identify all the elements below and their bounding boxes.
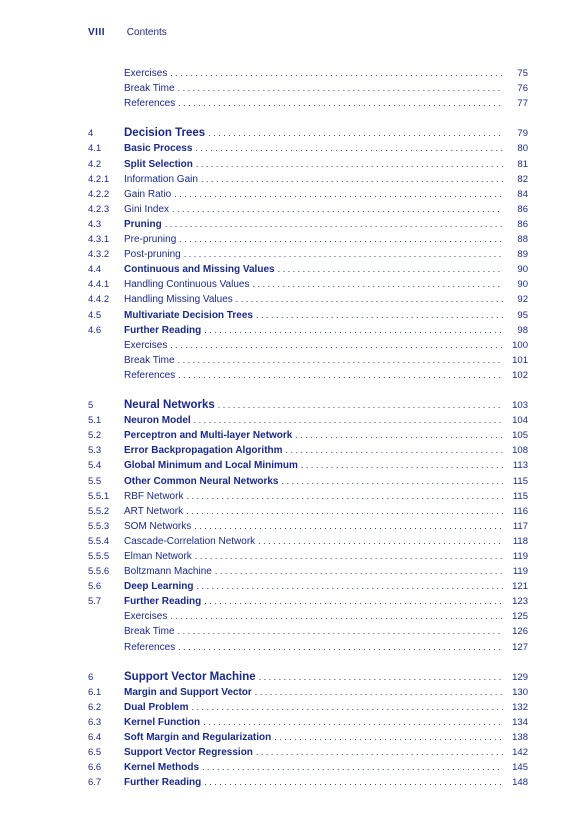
entry-page-number: 142 <box>512 747 528 759</box>
entry-title[interactable]: Decision Trees <box>124 127 206 140</box>
dot-leader <box>204 594 503 609</box>
toc-entry[interactable] <box>88 700 528 715</box>
entry-page-number: 132 <box>512 701 528 713</box>
dot-leader <box>203 715 503 730</box>
dot-leader <box>174 187 503 202</box>
dot-leader <box>281 474 503 489</box>
entry-number: 6 <box>88 671 94 683</box>
entry-title[interactable]: Margin and Support Vector <box>124 686 252 698</box>
entry-page-number: 75 <box>517 68 528 79</box>
dot-leader <box>178 624 503 639</box>
entry-title[interactable]: Basic Process <box>124 143 193 155</box>
toc-entry[interactable] <box>88 187 528 202</box>
entry-title[interactable]: Kernel Methods <box>124 762 200 774</box>
entry-number: 5.5 <box>88 475 102 487</box>
toc-chapter-entry[interactable] <box>88 398 528 413</box>
entry-number: 4.4 <box>88 264 102 276</box>
entry-title[interactable]: Gain Ratio <box>124 188 172 200</box>
toc-entry[interactable] <box>88 353 528 368</box>
table-of-contents <box>88 66 528 791</box>
entry-number: 6.3 <box>88 717 102 729</box>
toc-entry[interactable] <box>88 338 528 353</box>
entry-number: 4.2.3 <box>88 203 110 215</box>
dot-leader <box>178 81 503 96</box>
dot-leader <box>170 609 503 624</box>
entry-number: 4.3.1 <box>88 234 110 246</box>
entry-page-number: 127 <box>512 641 528 653</box>
toc-entry[interactable] <box>88 760 528 775</box>
entry-page-number: 123 <box>512 596 528 608</box>
entry-title[interactable]: Further Reading <box>124 596 202 608</box>
entry-title[interactable]: Break Time <box>124 83 175 95</box>
toc-entry[interactable] <box>88 262 528 277</box>
toc-entry[interactable] <box>88 323 528 338</box>
entry-number: 5.7 <box>88 596 102 608</box>
page-title: Contents <box>126 27 167 38</box>
dot-leader <box>195 141 503 156</box>
dot-leader <box>184 247 503 262</box>
entry-number: 5.3 <box>88 445 102 457</box>
toc-entry[interactable] <box>88 489 528 504</box>
entry-page-number: 130 <box>512 686 528 698</box>
entry-page-number: 103 <box>512 400 528 412</box>
entry-page-number: 126 <box>512 626 528 638</box>
entry-title[interactable]: Support Vector Machine <box>124 670 256 683</box>
entry-title[interactable]: Break Time <box>124 626 175 638</box>
toc-entry[interactable] <box>88 157 528 172</box>
toc-entry[interactable] <box>88 594 528 609</box>
entry-page-number: 80 <box>517 143 528 155</box>
entry-title[interactable]: Exercises <box>124 68 168 79</box>
entry-page-number: 100 <box>512 339 528 351</box>
dot-leader <box>196 157 503 172</box>
toc-entry[interactable] <box>88 292 528 307</box>
toc-entry[interactable] <box>88 519 528 534</box>
entry-title[interactable]: Cascade-Correlation Network <box>124 535 256 547</box>
toc-entry[interactable] <box>88 217 528 232</box>
entry-number: 5.2 <box>88 430 102 442</box>
dot-leader <box>295 428 503 443</box>
entry-page-number: 115 <box>512 475 528 487</box>
page-number: VIII <box>88 27 106 38</box>
dot-leader <box>170 66 503 81</box>
toc-entry[interactable] <box>88 564 528 579</box>
entry-page-number: 90 <box>517 279 528 291</box>
entry-page-number: 118 <box>512 535 528 547</box>
entry-number: 4.6 <box>88 324 102 336</box>
entry-title[interactable]: Boltzmann Machine <box>124 566 212 578</box>
entry-page-number: 95 <box>517 309 528 321</box>
entry-title[interactable]: Support Vector Regression <box>124 747 253 759</box>
entry-page-number: 117 <box>512 520 528 532</box>
entry-title[interactable]: References <box>124 641 176 653</box>
entry-page-number: 86 <box>517 203 528 215</box>
entry-title[interactable]: Other Common Neural Networks <box>124 475 279 487</box>
entry-title[interactable]: Gini Index <box>124 203 170 215</box>
toc-entry[interactable] <box>88 609 528 624</box>
dot-leader <box>178 353 503 368</box>
entry-page-number: 121 <box>512 581 528 593</box>
entry-page-number: 129 <box>512 671 528 683</box>
entry-title[interactable]: Break Time <box>124 354 175 366</box>
entry-title[interactable]: Exercises <box>124 339 168 351</box>
toc-entry[interactable] <box>88 368 528 383</box>
section-gap <box>88 655 528 670</box>
toc-entry[interactable] <box>88 715 528 730</box>
dot-leader <box>255 685 503 700</box>
entry-title[interactable]: Kernel Function <box>124 717 201 729</box>
entry-number: 5.5.5 <box>88 551 110 562</box>
entry-number: 4.2.2 <box>88 188 110 200</box>
dot-leader <box>256 308 503 323</box>
dot-leader <box>218 398 503 413</box>
dot-leader <box>256 745 503 760</box>
entry-page-number: 108 <box>512 445 528 457</box>
toc-entry[interactable] <box>88 141 528 156</box>
entry-title[interactable]: ART Network <box>124 505 184 517</box>
dot-leader <box>202 760 503 775</box>
dot-leader <box>215 564 503 579</box>
entry-title[interactable]: Exercises <box>124 611 168 623</box>
entry-number: 4.2.1 <box>88 173 110 185</box>
dot-leader <box>191 700 503 715</box>
toc-entry[interactable] <box>88 81 528 96</box>
toc-entry[interactable] <box>88 458 528 473</box>
toc-entry[interactable] <box>88 96 528 111</box>
entry-title[interactable]: Further Reading <box>124 777 202 789</box>
toc-entry[interactable] <box>88 474 528 489</box>
dot-leader <box>195 549 503 564</box>
entry-title[interactable]: Post-pruning <box>124 249 181 261</box>
dot-leader <box>172 202 503 217</box>
entry-page-number: 101 <box>512 354 528 366</box>
dot-leader <box>208 126 503 141</box>
toc-entry[interactable] <box>88 549 528 564</box>
toc-entry[interactable] <box>88 579 528 594</box>
dot-leader <box>178 368 503 383</box>
section-gap <box>88 383 528 398</box>
entry-page-number: 77 <box>517 98 528 110</box>
dot-leader <box>278 262 503 277</box>
dot-leader <box>201 172 503 187</box>
entry-page-number: 84 <box>517 188 528 200</box>
entry-page-number: 82 <box>517 173 528 185</box>
entry-page-number: 104 <box>512 415 528 427</box>
entry-title[interactable]: Information Gain <box>124 173 198 185</box>
entry-number: 5 <box>88 400 94 412</box>
entry-page-number: 145 <box>512 762 528 774</box>
entry-title[interactable]: Handling Continuous Values <box>124 279 250 291</box>
entry-number: 5.5.4 <box>88 535 110 547</box>
entry-page-number: 148 <box>512 777 528 789</box>
toc-entry[interactable] <box>88 428 528 443</box>
dot-leader <box>178 640 503 655</box>
entry-number: 6.6 <box>88 762 102 774</box>
dot-leader <box>204 323 503 338</box>
entry-title[interactable]: Dual Problem <box>124 701 189 713</box>
entry-page-number: 119 <box>512 566 528 578</box>
entry-title[interactable]: Pre-pruning <box>124 234 177 246</box>
entry-number: 6.4 <box>88 732 102 744</box>
dot-leader <box>274 730 503 745</box>
entry-title[interactable]: Neuron Model <box>124 415 191 427</box>
entry-title[interactable]: Pruning <box>124 218 162 230</box>
entry-number: 4.3.2 <box>88 249 110 261</box>
entry-page-number: 76 <box>517 83 528 95</box>
entry-number: 5.4 <box>88 460 102 472</box>
toc-entry[interactable] <box>88 202 528 217</box>
dot-leader <box>286 443 503 458</box>
entry-title[interactable]: Perceptron and Multi-layer Network <box>124 430 293 442</box>
entry-title[interactable]: Split Selection <box>124 158 193 170</box>
dot-leader <box>170 338 503 353</box>
toc-entry[interactable] <box>88 308 528 323</box>
dot-leader <box>258 534 503 549</box>
toc-entry[interactable] <box>88 413 528 428</box>
entry-number: 5.6 <box>88 581 102 593</box>
entry-number: 6.1 <box>88 686 102 698</box>
entry-page-number: 88 <box>517 234 528 246</box>
entry-number: 6.2 <box>88 701 102 713</box>
entry-title[interactable]: References <box>124 98 176 110</box>
entry-title[interactable]: Elman Network <box>124 551 192 562</box>
entry-number: 5.5.1 <box>88 490 110 502</box>
entry-page-number: 125 <box>512 611 528 623</box>
toc-entry[interactable] <box>88 443 528 458</box>
toc-entry[interactable] <box>88 66 528 81</box>
entry-number: 4.2 <box>88 158 102 170</box>
dot-leader <box>178 96 503 111</box>
entry-page-number: 98 <box>517 324 528 336</box>
dot-leader <box>165 217 503 232</box>
toc-entry[interactable] <box>88 277 528 292</box>
toc-entry[interactable] <box>88 640 528 655</box>
toc-entry[interactable] <box>88 247 528 262</box>
entry-number: 6.7 <box>88 777 102 789</box>
entry-title[interactable]: References <box>124 369 176 381</box>
toc-chapter-entry[interactable] <box>88 670 528 685</box>
entry-title[interactable]: SOM Networks <box>124 520 192 532</box>
entry-number: 4.3 <box>88 218 102 230</box>
entry-page-number: 81 <box>517 158 528 170</box>
entry-title[interactable]: Deep Learning <box>124 581 194 593</box>
entry-number: 6.5 <box>88 747 102 759</box>
page-header <box>88 27 167 38</box>
entry-page-number: 134 <box>512 717 528 729</box>
entry-page-number: 79 <box>517 128 528 140</box>
entry-page-number: 115 <box>512 490 528 502</box>
entry-number: 4 <box>88 128 94 140</box>
entry-page-number: 90 <box>517 264 528 276</box>
toc-entry[interactable] <box>88 624 528 639</box>
entry-title[interactable]: Handling Missing Values <box>124 294 233 306</box>
toc-entry[interactable] <box>88 775 528 790</box>
toc-entry[interactable] <box>88 534 528 549</box>
dot-leader <box>204 775 503 790</box>
entry-page-number: 116 <box>512 505 528 517</box>
toc-entry[interactable] <box>88 172 528 187</box>
entry-page-number: 86 <box>517 218 528 230</box>
section-gap <box>88 111 528 126</box>
dot-leader <box>194 413 503 428</box>
entry-number: 5.5.3 <box>88 520 110 532</box>
entry-title[interactable]: Further Reading <box>124 324 202 336</box>
entry-page-number: 92 <box>517 294 528 306</box>
entry-number: 5.5.2 <box>88 505 110 517</box>
entry-title[interactable]: Soft Margin and Regularization <box>124 732 272 744</box>
toc-entry[interactable] <box>88 745 528 760</box>
entry-page-number: 102 <box>512 369 528 381</box>
entry-title[interactable]: Error Backpropagation Algorithm <box>124 445 283 457</box>
entry-number: 4.5 <box>88 309 102 321</box>
dot-leader <box>186 504 503 519</box>
entry-page-number: 119 <box>512 551 528 562</box>
entry-page-number: 138 <box>512 732 528 744</box>
dot-leader <box>301 458 503 473</box>
entry-number: 4.4.1 <box>88 279 110 291</box>
toc-entry[interactable] <box>88 504 528 519</box>
entry-number: 5.5.6 <box>88 566 110 578</box>
entry-page-number: 89 <box>517 249 528 261</box>
dot-leader <box>194 519 503 534</box>
toc-entry[interactable] <box>88 730 528 745</box>
dot-leader <box>259 670 503 685</box>
entry-title[interactable]: Neural Networks <box>124 399 215 412</box>
entry-number: 4.1 <box>88 143 102 155</box>
dot-leader <box>236 292 503 307</box>
toc-entry[interactable] <box>88 232 528 247</box>
dot-leader <box>179 232 503 247</box>
dot-leader <box>196 579 503 594</box>
entry-title[interactable]: Continuous and Missing Values <box>124 264 275 276</box>
entry-page-number: 113 <box>512 460 528 472</box>
toc-chapter-entry[interactable] <box>88 126 528 141</box>
entry-title[interactable]: Multivariate Decision Trees <box>124 309 253 321</box>
entry-title[interactable]: Global Minimum and Local Minimum <box>124 460 298 472</box>
dot-leader <box>252 277 503 292</box>
entry-page-number: 105 <box>512 430 528 442</box>
dot-leader <box>186 489 503 504</box>
entry-number: 5.1 <box>88 415 102 427</box>
toc-entry[interactable] <box>88 685 528 700</box>
entry-number: 4.4.2 <box>88 294 110 306</box>
entry-title[interactable]: RBF Network <box>124 490 184 502</box>
